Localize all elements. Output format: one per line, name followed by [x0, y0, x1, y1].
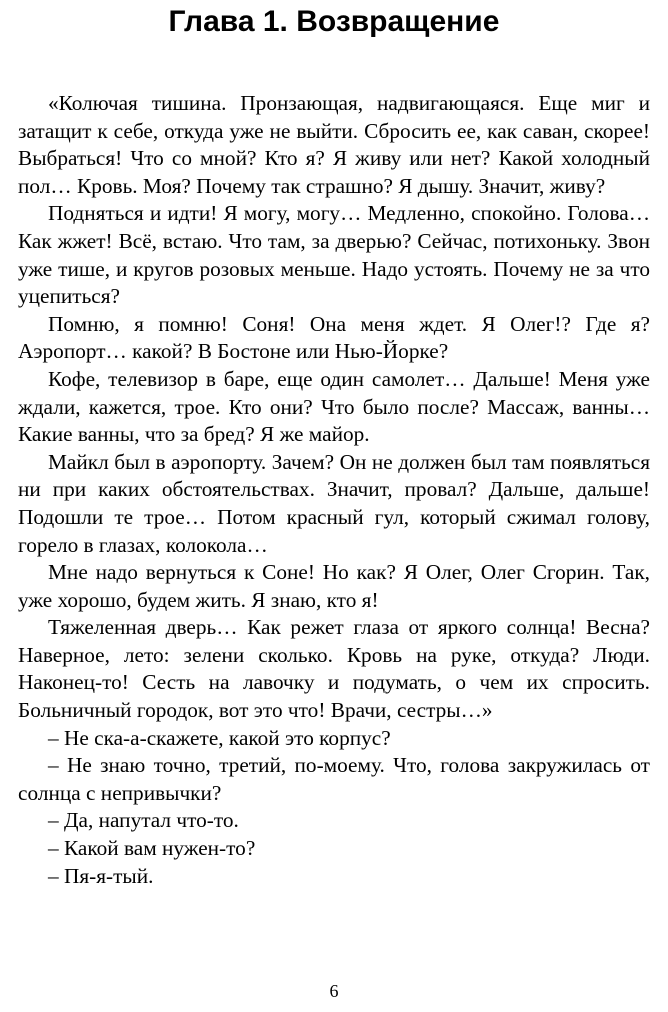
paragraph: Майкл был в аэропорту. Зачем? Он не должен был там появляться ни при каких обстоятельствах. Значит, провал? Дальше, дальше! Подошли те трое… Потом красный гул, который сжимал голову, горело в глазах, колокола… [18, 449, 650, 557]
dialogue-line: – Не знаю точно, третий, по-моему. Что, голова закружилась от солнца с непривычки? [18, 753, 650, 805]
dialogue-line: – Пя-я-тый. [48, 863, 154, 888]
chapter-title: Глава 1. Возвращение [168, 5, 500, 38]
dialogue-line: – Не ска-а-скажете, какой это корпус? [48, 725, 391, 750]
page-number: 6 [329, 981, 339, 1001]
dialogue-line: – Да, напутал что-то. [48, 808, 239, 833]
paragraph: Кофе, телевизор в баре, еще один самолет… Дальше! Меня уже ждали, кажется, трое. Кто они? Что было после? Массаж, ванны… Какие ванны, что за бред? Я же майор. [18, 366, 650, 447]
paragraph: Подняться и идти! Я могу, могу… Медленно, спокойно. Голова… Как жжет! Всё, встаю. Что там, за дверью? Сейчас, потихоньку. Звон уже тише, и кругов розовых меньше. Надо устоять. Почему не за что уцепиться? [18, 201, 650, 309]
chapter-body [18, 90, 650, 890]
dialogue-line: – Какой вам нужен-то? [48, 836, 256, 861]
paragraph: Помню, я помню! Соня! Она меня ждет. Я Олег!? Где я? Аэропорт… какой? В Бостоне или Нью-Йорке? [18, 311, 650, 364]
paragraph: Мне надо вернуться к Соне! Но как? Я Олег, Олег Сгорин. Так, уже хорошо, будем жить. Я знаю, кто я! [18, 560, 650, 612]
paragraph: «Колючая тишина. Пронзающая, надвигающаяся. Еще миг и затащит к себе, откуда уже не выйти. Сбросить ее, как саван, скорее! Выбраться! Что со мной? Кто я? Я живу или нет? Какой холодный пол… Кровь. Моя? Почему так страшно? Я дышу. Значит, живу? [18, 91, 650, 198]
paragraph: Тяжеленная дверь… Как режет глаза от яркого солнца! Весна? Наверное, лето: зелени сколько. Кровь на руке, откуда? Люди. Наконец-то! Сесть на лавочку и подумать, о чем их спросить. Больничный городок, вот это что! Врачи, сестры…» [18, 615, 650, 723]
